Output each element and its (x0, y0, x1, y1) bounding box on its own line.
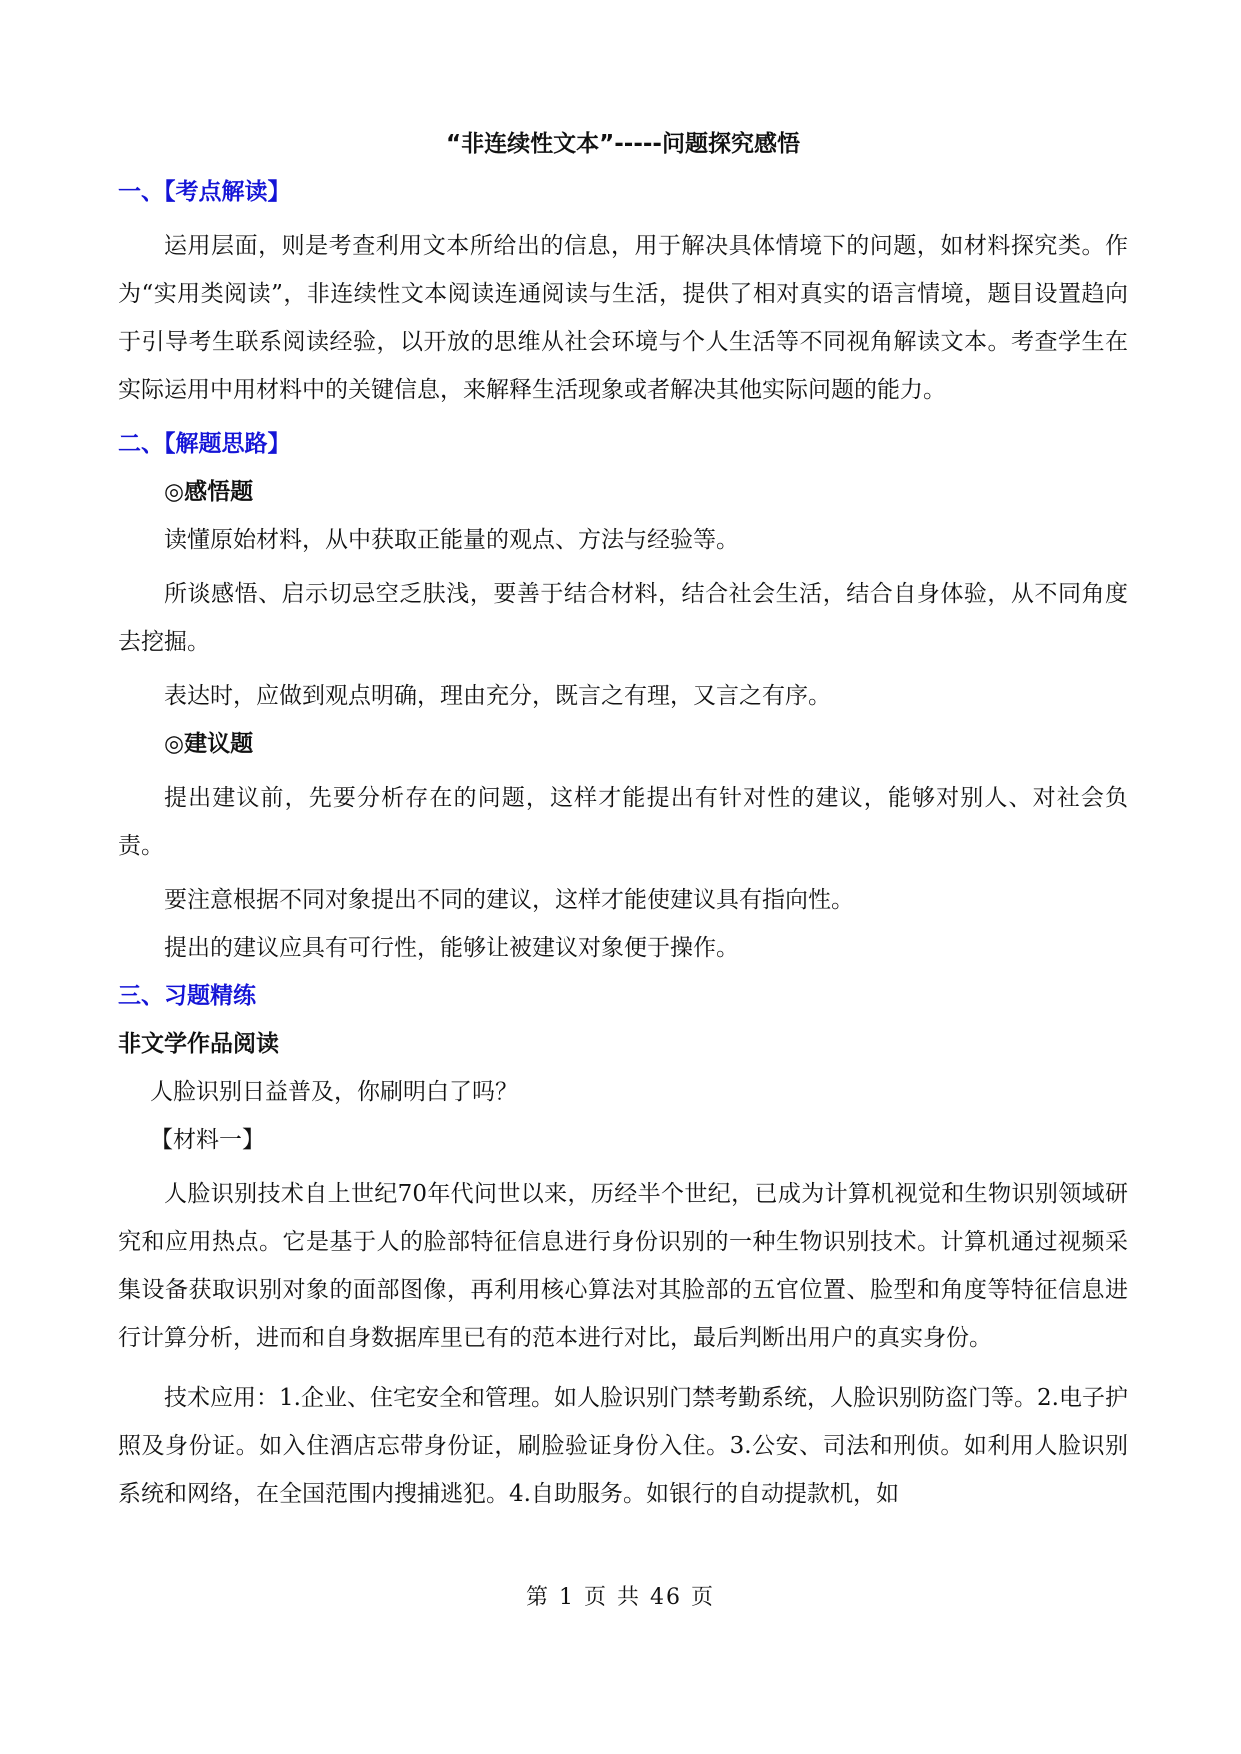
sub-heading-insight: ◎感悟题 (164, 479, 254, 505)
material-label: 【材料一】 (150, 1127, 265, 1153)
paragraph: 人脸识别技术自上世纪70年代问世以来，历经半个世纪，已成为计算机视觉和生物识别领域研究和应用热点。它是基于人的脸部特征信息进行身份识别的一种生物识别技术。计算机通过视频采集设备获取识别对象的面部图像，再利用核心算法对其脸部的五官位置、脸型和角度等特征信息进行计算分析，进而和自身数据库里已有的范本进行对比，最后判断出用户的真实身份。 (118, 1181, 1128, 1351)
paragraph: 读懂原始材料，从中获取正能量的观点、方法与经验等。 (164, 527, 739, 553)
page-title: “非连续性文本”-----问题探究感悟 (446, 131, 800, 157)
page-number-footer: 第 1 页 共 46 页 (526, 1585, 715, 1610)
paragraph: 提出建议前，先要分析存在的问题，这样才能提出有针对性的建议，能够对别人、对社会负责。 (118, 785, 1128, 859)
document-body (118, 126, 1128, 1530)
paragraph: 所谈感悟、启示切忌空乏肤浅，要善于结合材料，结合社会生活，结合自身体验，从不同角度去挖掘。 (118, 581, 1128, 655)
paragraph: 提出的建议应具有可行性，能够让被建议对象便于操作。 (164, 935, 739, 961)
article-title: 人脸识别日益普及，你刷明白了吗？ (150, 1079, 518, 1105)
section-heading-1: 一、【考点解读】 (118, 179, 291, 205)
paragraph: 技术应用：1.企业、住宅安全和管理。如人脸识别门禁考勤系统，人脸识别防盗门等。2.电子护照及身份证。如入住酒店忘带身份证，刷脸验证身份入住。3.公安、司法和刑侦。如利用人脸识别系统和网络，在全国范围内搜捕逃犯。4.自助服务。如银行的自动提款机，如 (118, 1385, 1128, 1507)
paragraph: 表达时，应做到观点明确，理由充分，既言之有理，又言之有序。 (164, 683, 831, 709)
section-heading-2: 二、【解题思路】 (118, 431, 291, 457)
paragraph: 运用层面，则是考查利用文本所给出的信息，用于解决具体情境下的问题，如材料探究类。作为“实用类阅读”，非连续性文本阅读连通阅读与生活，提供了相对真实的语言情境，题目设置趋向于引导考生联系阅读经验，以开放的思维从社会环境与个人生活等不同视角解读文本。考查学生在实际运用中用材料中的关键信息，来解释生活现象或者解决其他实际问题的能力。 (118, 233, 1128, 403)
section-heading-3: 三、习题精练 (118, 983, 256, 1009)
paragraph: 要注意根据不同对象提出不同的建议，这样才能使建议具有指向性。 (164, 887, 854, 913)
sub-heading-reading: 非文学作品阅读 (118, 1031, 279, 1057)
sub-heading-suggestion: ◎建议题 (164, 731, 254, 757)
